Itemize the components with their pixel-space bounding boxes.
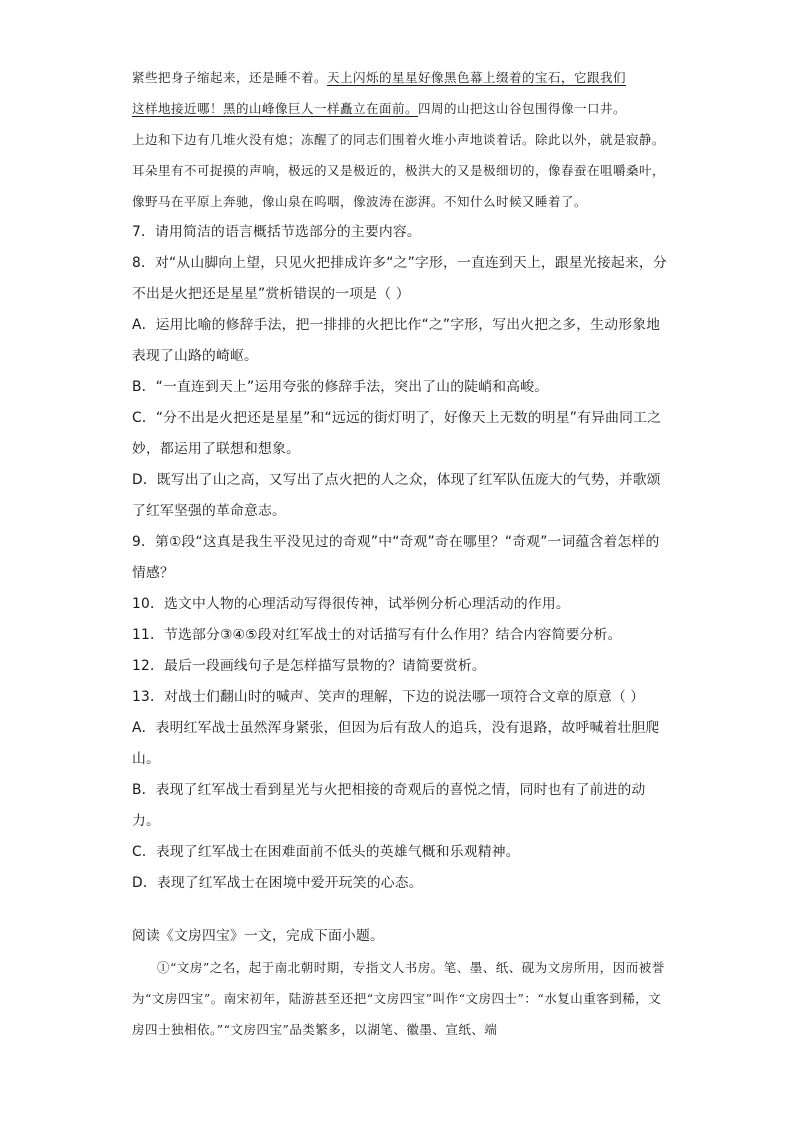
document-body bbox=[132, 62, 672, 1045]
question-8-option-d: D．既写出了山之高，又写出了点火把的人之众，体现了红军队伍庞大的气势，并歌颂了红军坚强的革命意志。 bbox=[132, 472, 661, 519]
question-12: 12．最后一段画线句子是怎样描写景物的？请简要赏析。 bbox=[132, 658, 486, 674]
passage-text: 四周的山把这山谷包围得像一口井。 bbox=[418, 101, 627, 116]
article-paragraph-1: ①“文房”之名，起于南北朝时期，专指文人书房。笔、墨、纸、砚为文房所用，因而被誉为“文房四宝”。南宋初年，陆游甚至还把“文房四宝”叫作“文房四士”：“水复山重客到稀，文房四士独相依。”“文房四宝”品类繁多，以湖笔、徽墨、宣纸、端 bbox=[132, 960, 665, 1037]
question-13-option-b: B．表现了红军战士看到星光与火把相接的奇观后的喜悦之情，同时也有了前进的动力。 bbox=[132, 782, 646, 829]
question-9: 9．第①段“这真是我生平没见过的奇观”中“奇观”奇在哪里？“奇观”一词蕴含着怎样的情感？ bbox=[132, 534, 660, 581]
question-8-option-a: A．运用比喻的修辞手法，把一排排的火把比作“之”字形，写出火把之多，生动形象地表现了山路的崎岖。 bbox=[132, 317, 661, 364]
passage-line-2 bbox=[132, 93, 672, 124]
question-8-option-b: B．“一直连到天上”运用夸张的修辞手法，突出了山的陡峭和高峻。 bbox=[132, 379, 549, 395]
question-8-option-c: C．“分不出是火把还是星星”和“远远的街灯明了，好像天上无数的明星”有异曲同工之妙，都运用了联想和想象。 bbox=[132, 410, 662, 457]
question-8: 8．对“从山脚向上望，只见火把排成许多“之”字形，一直连到天上，跟星光接起来，分不出是火把还是星星”赏析错误的一项是（ ） bbox=[132, 255, 667, 302]
passage-line-1 bbox=[132, 62, 672, 93]
question-list bbox=[132, 217, 672, 899]
section-instruction: 阅读《文房四宝》一文，完成下面小题。 bbox=[132, 928, 384, 944]
question-13-option-d: D．表现了红军战士在困境中爱开玩笑的心态。 bbox=[132, 875, 423, 891]
passage-text: 上边和下边有几堆火没有熄；冻醒了的同志们围着火堆小声地谈着话。除此以外，就是寂静。耳朵里有不可捉摸的声响，极远的又是极近的，极洪大的又是极细切的，像春蚕在咀嚼桑叶，像野马在平原上奔驰，像山泉在呜咽，像波涛在澎湃。不知什么时候又睡着了。 bbox=[132, 132, 666, 209]
question-13-option-a: A．表明红军战士虽然浑身紧张，但因为后有敌人的追兵，没有退路，故呼喊着壮胆爬山。 bbox=[132, 720, 660, 767]
question-13: 13．对战士们翻山时的喊声、笑声的理解，下边的说法哪一项符合文章的原意（ ） bbox=[132, 689, 645, 705]
underlined-sentence: 这样地接近哪！黑的山峰像巨人一样矗立在面前。 bbox=[132, 101, 419, 116]
section-gap bbox=[132, 899, 672, 921]
underlined-sentence: 天上闪烁的星星好像黑色幕上缀着的宝石，它跟我们 bbox=[327, 70, 627, 85]
question-11: 11．节选部分③④⑤段对红军战士的对话描写有什么作用？结合内容简要分析。 bbox=[132, 627, 622, 643]
question-13-option-c: C．表现了红军战士在困难面前不低头的英雄气概和乐观精神。 bbox=[132, 844, 520, 860]
passage-text: 紧些把身子缩起来，还是睡不着。 bbox=[132, 70, 328, 85]
question-10: 10．选文中人物的心理活动写得很传神，试举例分析心理活动的作用。 bbox=[132, 596, 570, 612]
question-7: 7．请用简洁的语言概括节选部分的主要内容。 bbox=[132, 224, 421, 240]
passage-excerpt bbox=[132, 62, 672, 217]
